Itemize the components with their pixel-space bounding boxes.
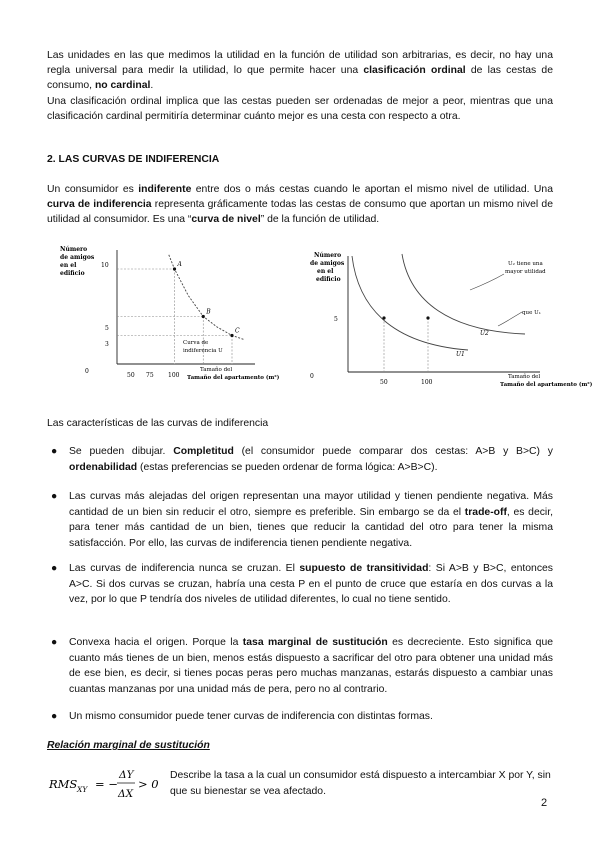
bullet-5: ● Un mismo consumidor puede tener curvas de indiferencia con distintas formas. [47,709,553,725]
chart1-xlabel-line1: Tamaño del [200,367,233,373]
section-heading: 2. LAS CURVAS DE INDIFERENCIA [47,154,220,165]
indifference-chart-1 [55,240,285,390]
chart2-point-1 [382,316,385,319]
chart1-xlabel: Tamaño del apartamento (m²) [187,375,280,381]
chart2-annotation-3: que U₁ [522,310,541,316]
chart1-points [173,261,240,337]
chart2-label-u2: U2 [480,330,489,337]
chart2-ylabel-line2: de amigos [310,260,345,267]
chart1-ytick-3: 3 [105,341,109,348]
rms-numerator: ΔY [119,769,134,781]
chart1-ylabel-line3: en el [60,262,77,269]
chart1-point-label-C: C [235,327,240,335]
bullet-dot-icon: ● [51,711,58,722]
bullet-dot-icon: ● [51,491,58,502]
chart1-xtick-100: 100 [168,372,180,379]
chart2-annotation-arrow-1 [470,274,504,290]
chart1-ylabel-line4: edificio [60,270,85,277]
bullet-4: ● Convexa hacia el origen. Porque la tasa marginal de sustitución es decreciente. Esto significa que cuanto más tienes de un bien, menos estás dispuesto a sacrificar del otro para obtener una unidad más de ese bien, es decir, si tienes pocas peras pero muchas manzanas, estarás dispuesto a cambiar unas cuantas manzanas por una unidad más de pera, pero no al contrario. [51,637,554,695]
chart1-origin: 0 [85,368,89,375]
rms-lhs: RMS [49,777,78,791]
rms-equals: = − [95,777,118,791]
chart1-ylabel-line1: Número [60,246,88,253]
chart1-xtick-75: 75 [146,372,154,379]
chart2-ylabel-line4: edificio [316,276,341,283]
bullet-dot-icon: ● [51,563,58,574]
chart2-ylabel-line1: Número [314,252,342,259]
chart2-xtick-50: 50 [380,379,388,386]
chart1-point-B [202,315,205,318]
chart1-ytick-10: 10 [101,262,109,269]
list-intro: Las características de las curvas de indiferencia [47,418,269,429]
chart1-point-label-B: B [206,308,211,316]
chart1-point-label-A: A [177,261,182,268]
chart2-curve-u2 [402,254,525,334]
chart2-point-2 [426,316,429,319]
chart1-xtick-50: 50 [127,372,135,379]
chart2-annotation-arrow-2 [498,312,522,326]
chart2-xlabel: Tamaño del apartamento (m²) [500,382,593,388]
rms-rhs: > 0 [138,777,159,791]
chart2-ylabel-line3: en el [317,268,334,275]
chart1-curve-label-1: Curva de [183,340,209,346]
bullet-3: ● Las curvas de indiferencia nunca se cruzan. El supuesto de transitividad: Si A>B y B>C, entonces A>C. Si dos curvas se cruzan, habría una cesta P en el punto de cruce que estaría en dos curvas a la vez, por lo que P tendría dos niveles de utilidad diferentes, lo cual no tiene sentido. [51,563,553,605]
page-number: 2 [541,797,548,809]
bullet-dot-icon: ● [51,446,58,457]
chart1-ylabel-line2: de amigos [60,254,95,261]
chart2-annotation-2: mayor utilidad [505,269,546,275]
intro-paragraph-1: Las unidades en las que medimos la utilidad en la función de utilidad son arbitrarias, es decir, no hay una regla universal para medir la utilidad, lo que permite hacer una clasificación ordinal de las cestas de consumo, no cardinal. [47,50,553,91]
bullet-dot-icon: ● [51,637,58,648]
chart1-point-C [230,334,233,337]
chart2-xtick-100: 100 [421,379,433,386]
bullet-2: ● Las curvas más alejadas del origen representan una mayor utilidad y tienen pendiente negativa. Más cantidad de un bien sin reducir el otro, siempre es preferible. Sin embargo se da el trade-off, es decir, para tener más cantidad de un bien, tienes que reducir la cantidad del otro para tener la misma satisfacción. Por ello, las curvas de indiferencia tienen pendiente negativa. [51,491,553,549]
indifference-chart-2 [300,246,593,394]
chart2-label-u1: U1 [456,351,465,358]
chart2-xlabel-line1: Tamaño del [508,374,541,380]
chart1-curve-label-2: indiferencia U [183,348,223,354]
chart1-ytick-5: 5 [105,325,109,332]
rms-heading: Relación marginal de sustitución [47,740,210,751]
chart2-origin: 0 [310,373,314,380]
bullet-1: ● Se pueden dibujar. Completitud (el consumidor puede comparar dos cestas: A>B y B>C) y ordenabilidad (estas preferencias se pueden ordenar de forma lógica: A>B>C). [51,446,553,473]
chart2-annotation-1: U₂ tiene una [508,261,543,267]
rms-description: Describe la tasa a la cual un consumidor está dispuesto a intercambiar X por Y, sin que su bienestar se vea afectado. [170,770,551,797]
chart1-point-A [173,267,176,270]
section-paragraph: Un consumidor es indiferente entre dos o más cestas cuando le aportan el mismo nivel de utilidad. Una curva de indiferencia representa gráficamente todas las cestas de consumo que aportan un mismo nivel de utilidad al consumidor. Es una “curva de nivel” de la función de utilidad. [47,184,553,225]
chart2-curve-u1 [352,256,468,350]
rms-formula [47,764,167,802]
rms-denominator: ΔX [118,788,134,800]
intro-paragraph-2: Una clasificación ordinal implica que las cestas pueden ser ordenadas de mejor a peor, mientras que una clasificación cardinal permitiría determinar cuánto mejor es una cesta con respecto a otra. [47,96,553,122]
chart2-ytick-5: 5 [334,316,338,323]
rms-lhs-sub: XY [77,785,88,794]
